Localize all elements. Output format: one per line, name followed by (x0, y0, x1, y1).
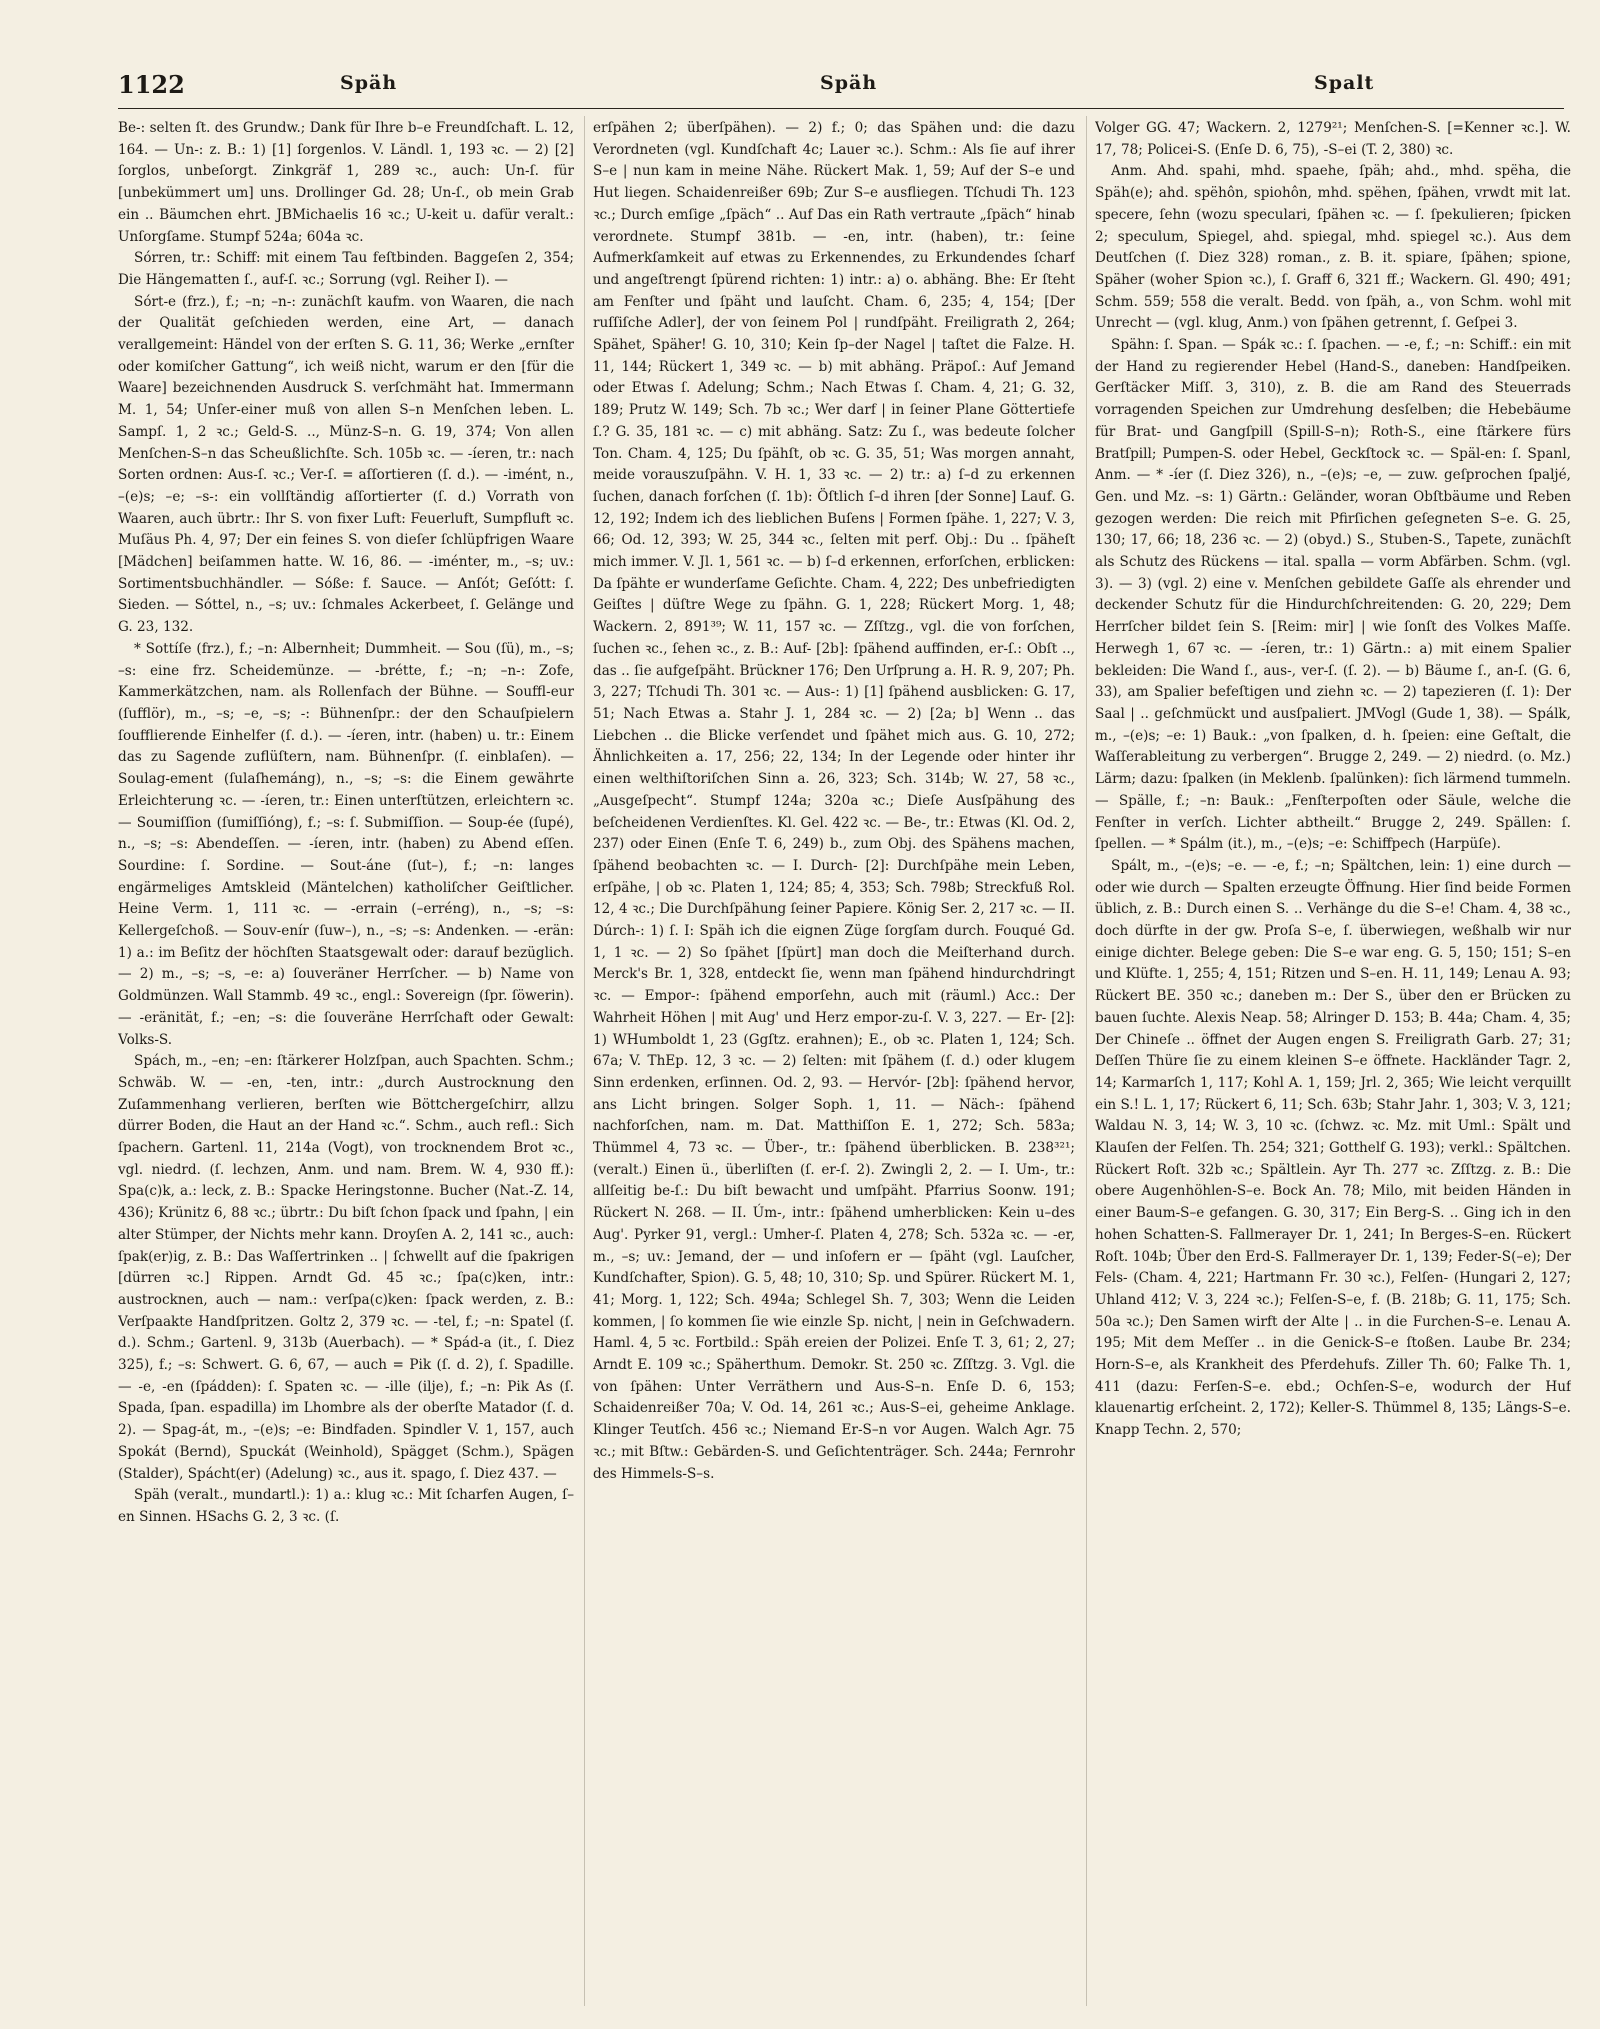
entry-paragraph: Spách, m., –en; –en: ſtärkerer Holzſpan, auch Spachten. Schm.; Schwäb. W. — -en, -ten, intr.: „durch Austrocknung den Zuſammenhang verlieren, berſten wie Böttchergeſchirr, allzu dürrer Boden, die Haut an der Hand ꝛc.“. Schm., auch refl.: Sich ſpachern. Gartenl. 11, 214a (Vogt), von trocknendem Brot ꝛc., vgl. niedrd. (ſ. lechzen, Anm. und nam. Brem. W. 4, 930 ff.): Spa(c)k, a.: leck, z. B.: Spacke Heringstonne. Bucher (Nat.-Z. 14, 436); Krünitz 6, 88 ꝛc.; übrtr.: Du biſt ſchon ſpack und ſpahn, | ein alter Stümper, der Nichts mehr kann. Droyſen A. 2, 141 ꝛc., auch: ſpak(er)ig, z. B.: Das Waſſertrinken .. | ſchwellt auf die ſpakrigen [dürren ꝛc.] Rippen. Arndt Gd. 45 ꝛc.; ſpa(c)ken, intr.: austrocknen, auch — nam.: verſpa(c)ken: ſpack werden, z. B.: Verſpaakte Handſpritzen. Goltz 2, 379 ꝛc. — -tel, f.; –n: Spatel (ſ. d.). Schm.; Gartenl. 9, 313b (Auerbach). — * Spád-a (it., ſ. Diez 325), f.; –s: Schwert. G. 6, 67, — auch = Pik (ſ. d. 2), ſ. Spadille. — -e, -en (ſpádden): ſ. Spaten ꝛc. — -ille (ilje), f.; –n: Pik As (ſ. Spada, ſpan. espadilla) im Lhombre als der oberſte Matador (ſ. d. 2). — Spag-át, m., –(e)s; –e: Bindfaden. Spindler V. 1, 157, auch Spokát (Bernd), Spuckát (Weinhold), Spägget (Schm.), Spägen (Stalder), Spácht(er) (Adelung) ꝛc., aus it. spago, ſ. Diez 437. — (118, 1053, 574, 1482)
annotation-paragraph: Anm. Ahd. spahi, mhd. spaehe, ſpäh; ahd., mhd. spëha, die Späh(e); ahd. spëhôn, spiohôn, mhd. spëhen, ſpähen, vrwdt mit lat. specere, ſehn (wozu speculari, ſpähen ꝛc. — ſ. ſpekulieren; ſpicken 2; speculum, Spiegel, ahd. spiegal, mhd. spiegel ꝛc.). Aus dem Deutſchen (ſ. Diez 328) roman., z. B. it. spiare, ſpähen; spione, Späher (woher Spion ꝛc.), ſ. Graff 6, 321 ff.; Wackern. Gl. 490; 491; Schm. 559; 558 die veralt. Bedd. von ſpäh, a., von Schm. wohl mit Unrecht — (vgl. klug, Anm.) von ſpähen getrennt, ſ. Geſpei 3. (1095, 163, 1571, 332)
entry-paragraph: Be-: selten ſt. des Grundw.; Dank für Ihre b–e Freundſchaft. L. 12, 164. — Un-: z. B.: 1) [1] ſorgenlos. V. Ländl. 1, 193 ꝛc. — 2) [2] ſorglos, unbeſorgt. Zinkgräf 1, 289 ꝛc., auch: Un-ſ. für [unbekümmert um] uns. Drollinger Gd. 28; Un-ſ., ob mein Grab ein .. Bäumchen ehrt. JBMichaelis 16 ꝛc.; U-keit u. dafür veralt.: Unſorgſame. Stumpf 524a; 604a ꝛc. (118, 120, 574, 245)
column-left (118, 118, 574, 2008)
center-running-head: Späh (820, 72, 878, 94)
entry-paragraph: Spált, m., –(e)s; –e. — -e, f.; –n; Spältchen, lein: 1) eine durch — oder wie durch — Spalten erzeugte Öffnung. Hier ſind beide Formen üblich, z. B.: Durch einen S. .. Verhänge du die S–e! Cham. 4, 38 ꝛc., doch dürfte in der gw. Proſa S–e, ſ. überwiegen, weßhalb wir nur einige dichter. Belege geben: Die S–e war eng. G. 5, 150; 151; S–en und Klüfte. 1, 255; 4, 151; Ritzen und S–en. H. 11, 149; Lenau A. 93; Rückert BE. 350 ꝛc.; daneben m.: Der S., über den er Brücken zu bauen ſuchte. Alexis Neap. 58; Alringer D. 153; B. 44a; Cham. 4, 35; Der Chineſe .. öffnet der Augen engen S. Freiligrath Garb. 27; 31; Deſſen Thüre ſie zu einem kleinen S–e öffnete. Hackländer Tagr. 2, 14; Karmarſch 1, 117; Kohl A. 1, 159; Jrl. 2, 365; Wie leicht verquillt ein S.! L. 1, 17; Rückert 6, 11; Sch. 63b; Stahr Jahr. 1, 303; V. 3, 121; Waldau N. 3, 14; W. 3, 10 ꝛc. (ſchwz. ꝛc. Mz. mit Uml.: Spält und Klauſen der Felſen. Th. 254; 321; Gotthelf G. 193); verkl.: Spältchen. Rückert Roſt. 32b ꝛc.; Spältlein. Ayr Th. 277 ꝛc. Zſſtzg. z. B.: Die obere Augenhöhlen-S–e. Bock An. 78; Milo, mit beiden Händen in einer Baum-S–e gefangen. G. 30, 317; Ein Berg-S. .. Ging ich in den hohen Schatten-S. Fallmerayer Dr. 1, 241; In Berges-S–en. Rückert Roſt. 104b; Über den Erd-S. Fallmerayer Dr. 1, 139; Feder-S(–e); Der Fels- (Cham. 4, 221; Hartmann Fr. 30 ꝛc.), Felſen- (Hungari 2, 127; Uhland 412; V. 3, 224 ꝛc.); Felſen-S–e, f. (B. 218b; G. 11, 175; Sch. 50a ꝛc.); Den Samen wirft der Alte | .. in die Furchen-S–e. Lenau A. 195; Mit dem Meſſer .. in die Genick-S–e ſtoßen. Laube Br. 234; Horn-S–e, als Krankheit des Pferdehufs. Ziller Th. 60; Falke Th. 1, 411 (dazu: Ferſen-S–e. ebd.; Ochſen-S–e, wodurch der Huf klauenartig erſcheint. 2, 172); Keller-S. Thümmel 8, 135; Längs-S–e. Knapp Techn. 2, 570; (1095, 857, 1571, 1439)
entry-paragraph: erſpähen 2; überſpähen). — 2) f.; 0; das Spähen und: die dazu Verordneten (vgl. Kundſchaft 4c; Lauer ꝛc.). Schm.: Als ſie auf ihrer S–e | nun kam in meine Nähe. Rückert Mak. 1, 59; Auf der S–e und Hut liegen. Schaidenreißer 69b; Zur S–e ausfliegen. Tſchudi Th. 123 ꝛc.; Durch emſige „ſpäch“ .. Auf Das ein Rath vertraute „ſpäch“ hinab verordnete. Stumpf 381b. — -en, intr. (haben), tr.: ſeine Aufmerkſamkeit auf etwas zu Erkennendes, zu Erkundendes ſcharf und angeſtrengt ſpürend richten: 1) intr.: a) o. abhäng. Bhe: Er ſteht am Fenſter und ſpäht und lauſcht. Cham. 6, 235; 4, 154; [Der ruſſiſche Adler], der von ſeinem Pol | rundſpäht. Freiligrath 2, 264; Spähet, Späher! G. 10, 310; Kein ſp–der Nagel | taſtet die Falze. H. 11, 144; Rückert 1, 349 ꝛc. — b) mit abhäng. Präpoſ.: Auf Jemand oder Etwas ſ. Adelung; Schm.; Nach Etwas ſ. Cham. 4, 21; G. 32, 189; Prutz W. 149; Sch. 7b ꝛc.; Wer darf | in ſeiner Plane Göttertiefe ſ.? G. 35, 181 ꝛc. — c) mit abhäng. Satz: Zu ſ., was bedeute ſolcher Ton. Cham. 4, 125; Du ſpähſt, ob ꝛc. G. 35, 51; Was morgen annaht, meide vorauszuſpähn. V. H. 1, 33 ꝛc. — 2) tr.: a) ſ–d zu erkennen ſuchen, danach forſchen (ſ. 1b): Öſtlich ſ–d ihren [der Sonne] Lauf. G. 12, 192; Indem ich des lieblichen Buſens | Formen ſpähe. 1, 227; V. 3, 66; Od. 12, 393; W. 25, 344 ꝛc., ſelten mit perf. Obj.: Du .. ſpäheſt mich immer. V. Jl. 1, 561 ꝛc. — b) ſ–d erkennen, erforſchen, erblicken: Da ſpähte er wunderſame Geſichte. Cham. 4, 222; Des unbefriedigten Geiſtes | düſtre Wege zu ſpähn. G. 1, 228; Rückert Morg. 1, 48; Wackern. 2, 891³⁹; W. 11, 157 ꝛc. — Zſſtzg., vgl. die von forſchen, ſuchen ꝛc., ſehen ꝛc., z. B.: Auf- [2b]: ſpähend auffinden, er-ſ.: Obſt .., das .. ſie aufgeſpäht. Brückner 176; Den Urſprung a. H. R. 9, 207; Ph. 3, 227; Tſchudi Th. 301 ꝛc. — Aus-: 1) [1] ſpähend ausblicken: G. 17, 51; Nach Etwas a. Stahr J. 1, 284 ꝛc. — 2) [2a; b] Wenn .. das Liebchen .. die Blicke verſendet und ſpähet mich aus. G. 10, 272; Ähnlichkeiten a. 17, 256; 22, 134; In der Legende oder hinter ihr einen welthiſtoriſchen Sinn a. 26, 323; Sch. 314b; W. 27, 58 ꝛc., „Ausgeſpecht“. Stumpf 124a; 320a ꝛc.; Dieſe Ausſpähung des beſcheidenen Verdienſtes. Kl. Gel. 422 ꝛc. — Be-, tr.: Etwas (Kl. Od. 2, 237) oder Einen (Enſe T. 6, 249) b., zum Obj. des Spähens machen, ſpähend beobachten ꝛc. — I. Durch- [2]: Durchſpähe mein Leben, erſpähe, | ob ꝛc. Platen 1, 124; 85; 4, 353; Sch. 798b; Streckfuß Rol. 12, 4 ꝛc.; Die Durchſpähung ſeiner Papiere. König Ser. 2, 217 ꝛc. — II. Dúrch-: 1) ſ. I: Späh ich die eignen Züge ſorgſam durch. Fouqué Gd. 1, 1 ꝛc. — 2) So ſpähet [ſpürt] man doch die Meiſterhand durch. Merck's Br. 1, 328, entdeckt ſie, wenn man ſpähend hindurchdringt ꝛc. — Empor-: ſpähend emporſehn, auch mit (räuml.) Acc.: Der Wahrheit Höhen | mit Aug' und Herz empor-zu-ſ. V. 3, 227. — Er- [2]: 1) WHumboldt 1, 23 (Ggſtz. erahnen); E., ob ꝛc. Platen 1, 124; Sch. 67a; V. ThEp. 12, 3 ꝛc. — 2) ſelten: mit ſpähem (ſ. d.) oder klugem Sinn erdenken, erſinnen. Od. 2, 93. — Hervór- [2b]: ſpähend hervor, ans Licht bringen. Solger Soph. 1, 11. — Näch-: ſpähend nachforſchen, nam. m. Dat. Matthiſſon E. 1, 272; Sch. 583a; Thümmel 4, 73 ꝛc. — Über-, tr.: ſpähend überblicken. B. 238³²¹; (veralt.) Einen ü., überliſten (ſ. er-ſ. 2). Zwingli 2, 2. — I. Um-, tr.: allſeitig be-ſ.: Du biſt bewacht und umſpäht. Pfarrius Soonw. 191; Rückert N. 268. — II. Úm-, intr.: ſpähend umherblicken: Kein u–des Aug'. Pyrker 91, vergl.: Umher-ſ. Platen 4, 278; Sch. 532a ꝛc. — -er, m., –s; uv.: Jemand, der — und inſofern er — ſpäht (vgl. Lauſcher, Kundſchafter, Spion). G. 5, 48; 10, 310; Sp. und Spürer. Rückert M. 1, 41; Morg. 1, 122; Sch. 494a; Schlegel Sh. 7, 303; Wenn die Leiden kommen, | ſo kommen ſie wie einzle Sp. nicht, | nein in Geſchwadern. Haml. 4, 5 ꝛc. Fortbild.: Späh ereien der Polizei. Enſe T. 3, 61; 2, 27; Arndt E. 109 ꝛc.; Späherthum. Demokr. St. 250 ꝛc. Zſſtzg. 3. Vgl. die von ſpähen: Unter Verräthern und Aus-S–n. Enſe D. 6, 153; Schaidenreißer 70a; V. Od. 14, 261 ꝛc.; Aus-S–ei, geheime Anklage. Klinger Teutſch. 456 ꝛc.; Niemand Er-S–n vor Augen. Walch Agr. 75 ꝛc.; mit Bſtw.: Gebärden-S. und Geſichtenträger. Sch. 244a; Fernrohr des Himmels-S–s. (593, 120, 1075, 1482)
header-rule (118, 108, 1564, 109)
column-right (1095, 118, 1571, 2008)
entry-paragraph: * Sottíſe (frz.), f.; –n: Albernheit; Dummheit. — Sou (ſü), m., –s; –s: eine frz. Scheidemünze. — -brétte, f.; –n; –n-: Zofe, Kammerkätzchen, nam. als Rollenfach der Bühne. — Souffl-eur (ſufflör), m., –s; –e, –s; -: Bühnenſpr.: der den Schauſpielern ſoufflierende Einhelfer (ſ. d.). — -íeren, intr. (haben) u. tr.: Einem das zu Sagende zuflüſtern, nam. Bühnenſpr. (ſ. einblaſen). — Soulag-ement (ſulaſhemáng), n., –s; –s: die Einem gewährte Erleichterung ꝛc. — -íeren, tr.: Einen unterſtützen, erleichtern ꝛc. — Soumiſſion (ſumiſſióng), f.; –s: ſ. Submiſſion. — Soup-ée (ſupé), n., –s; –s: Abendeſſen. — -íeren, intr. (haben) zu Abend eſſen. Sourdine: ſ. Sordine. — Sout-áne (ſut–), f.; –n: langes engärmeliges Amtskleid (Mäntelchen) katholiſcher Geiſtlicher. Heine Verm. 1, 111 ꝛc. — -errain (–erréng), n., –s; –s: Kellergeſchoß. — Souv-enír (ſuw–), n., –s; –s: Andenken. — -erän: 1) a.: im Beſitz der höchſten Staatsgewalt oder: darauf bezüglich. — 2) m., –s; –s, –e: a) ſouveräner Herrſcher. — b) Name von Goldmünzen. Wall Stammb. 49 ꝛc., engl.: Sovereign (ſpr. ſöwerin). — -eränität, f.; –en; –s: die ſouveräne Herrſchaft oder Gewalt: Volks-S. (118, 640, 574, 1048)
entry-paragraph: Späh (veralt., mundartl.): 1) a.: klug ꝛc.: Mit ſcharfen Augen, ſ–en Sinnen. HSachs G. 2, 3 ꝛc. (ſ. (118, 1487, 574, 1525)
column-divider (1086, 116, 1087, 2006)
entry-paragraph: Volger GG. 47; Wackern. 2, 1279²¹; Menſchen-S. [=Kenner ꝛc.]. W. 17, 78; Policei-S. (Enſe D. 6, 75), -S–ei (T. 2, 380) ꝛc. (1095, 120, 1571, 158)
column-middle (593, 118, 1075, 2008)
page-number: 1122 (118, 70, 185, 99)
entry-paragraph: Spähn: ſ. Span. — Spák ꝛc.: ſ. ſpachen. — -e, f.; –n: Schiff.: ein mit der Hand zu regierender Hebel (Hand-S., daneben: Handſpeiken. Gerſtäcker Miſſ. 3, 310), z. B. die am Rand des Steuerrads vorragenden Speichen zur Umdrehung desſelben; die Hebebäume für Brat- und Gangſpill (Spill-S–n); Roth-S., eine ſtärkere fürs Bratſpill; Pumpen-S. oder Hebel, Geckſtock ꝛc. — Späl-en: ſ. Spanl, Anm. — * -íer (ſ. Diez 326), n., –(e)s; –e, — zuw. geſprochen ſpaljé, Gen. und Mz. –s: 1) Gärtn.: Geländer, woran Obſtbäume und Reben gezogen werden: Die reich mit Pfirſichen geſegneten S–e. G. 25, 130; 17, 66; 18, 236 ꝛc. — 2) (obyd.) S., Stuben-S., Tapete, zunächſt als Schutz des Rückens — ital. spalla — vorm Abfärben. Schm. (vgl. 3). — 3) (vgl. 2) eine v. Menſchen gebildete Gaſſe als ehrender und deckender Schutz für die Hindurchſchreitenden: G. 20, 229; Dem Herrſcher bildet ſein S. [Reim: mir] | wie ſonſt des Volkes Maſſe. Herwegh 1, 67 ꝛc. — -íeren, tr.: 1) Gärtn.: a) mit einem Spalier bekleiden: Die Wand ſ., aus-, ver-ſ. (ſ. 2). — b) Bäume ſ., an-ſ. (G. 6, 33), am Spalier befeſtigen und ziehn ꝛc. — 2) tapezieren (ſ. 1): Der Saal | .. geſchmückt und ausſpaliert. JMVogl (Gude 1, 38). — Spálk, m., –(e)s; –e: 1) Bauk.: „von ſpalken, d. h. ſpeien: eine Geſtalt, die Waſſerableitung zu verbergen“. Brugge 2, 249. — 2) niedrd. (o. Mz.) Lärm; dazu: ſpalken (in Meklenb. ſpalünken): ſich lärmend tummeln. — Spälle, f.; –n: Bauk.: „Fenſterpoſten oder Säule, welche die Fenſter in verſch. Lichter abtheilt.“ Brugge 2, 249. Spällen: ſ. ſpellen. — * Spálm (it.), m., –(e)s; –e: Schiffpech (Harpüſe). (1095, 337, 1571, 853)
column-divider (584, 116, 585, 2006)
entry-paragraph: Sórt-e (frz.), f.; –n; –n-: zunächſt kaufm. von Waaren, die nach der Qualität geſchieden werden, eine Art, — danach verallgemeint: Händel von der erſten S. G. 11, 36; Werke „ernſter oder komiſcher Gattung“, ich weiß nicht, warum er den [für die Waare] bezeichnenden Ausdruck S. verſchmäht hat. Immermann M. 1, 54; Unſer-einer muß von allen S–n Menſchen leben. L. Sampſ. 1, 2 ꝛc.; Geld-S. .., Münz-S–n. G. 19, 374; Von allen Menſchen-S–n das Scheußlichſte. Sch. 105b ꝛc. — -íeren, tr.: nach Sorten ordnen: Aus-ſ. ꝛc.; Ver-ſ. = aſſortieren (ſ. d.). — -imént, n., –(e)s; –e; –s-: ein vollſtändig aſſortierter (ſ. d.) Vorrath von Waaren, auch übrtr.: Ihr S. von fixer Luft: Feuerluft, Sumpfluft ꝛc. Muſäus Ph. 4, 97; Der ein feines S. von dieſer ſchlüpfrigen Waare [Mädchen] beiſammen hatte. W. 16, 86. — -iménter, m., –s; uv.: Sortimentsbuchhändler. — Sóße: f. Sauce. — Anſót; Geſótt: ſ. Sieden. — Sóttel, n., –s; uv.: ſchmales Ackerbeet, ſ. Gelänge und G. 23, 132. (118, 293, 574, 636)
left-running-head: Späh (340, 72, 398, 94)
entry-paragraph: Sórren, tr.: Schiff: mit einem Tau feſtbinden. Baggeſen 2, 354; Die Hängematten ſ., auf-ſ. ꝛc.; Sorrung (vgl. Reiher I). — (118, 250, 574, 288)
page-header (118, 70, 1560, 106)
right-running-head: Spalt (1314, 72, 1375, 94)
